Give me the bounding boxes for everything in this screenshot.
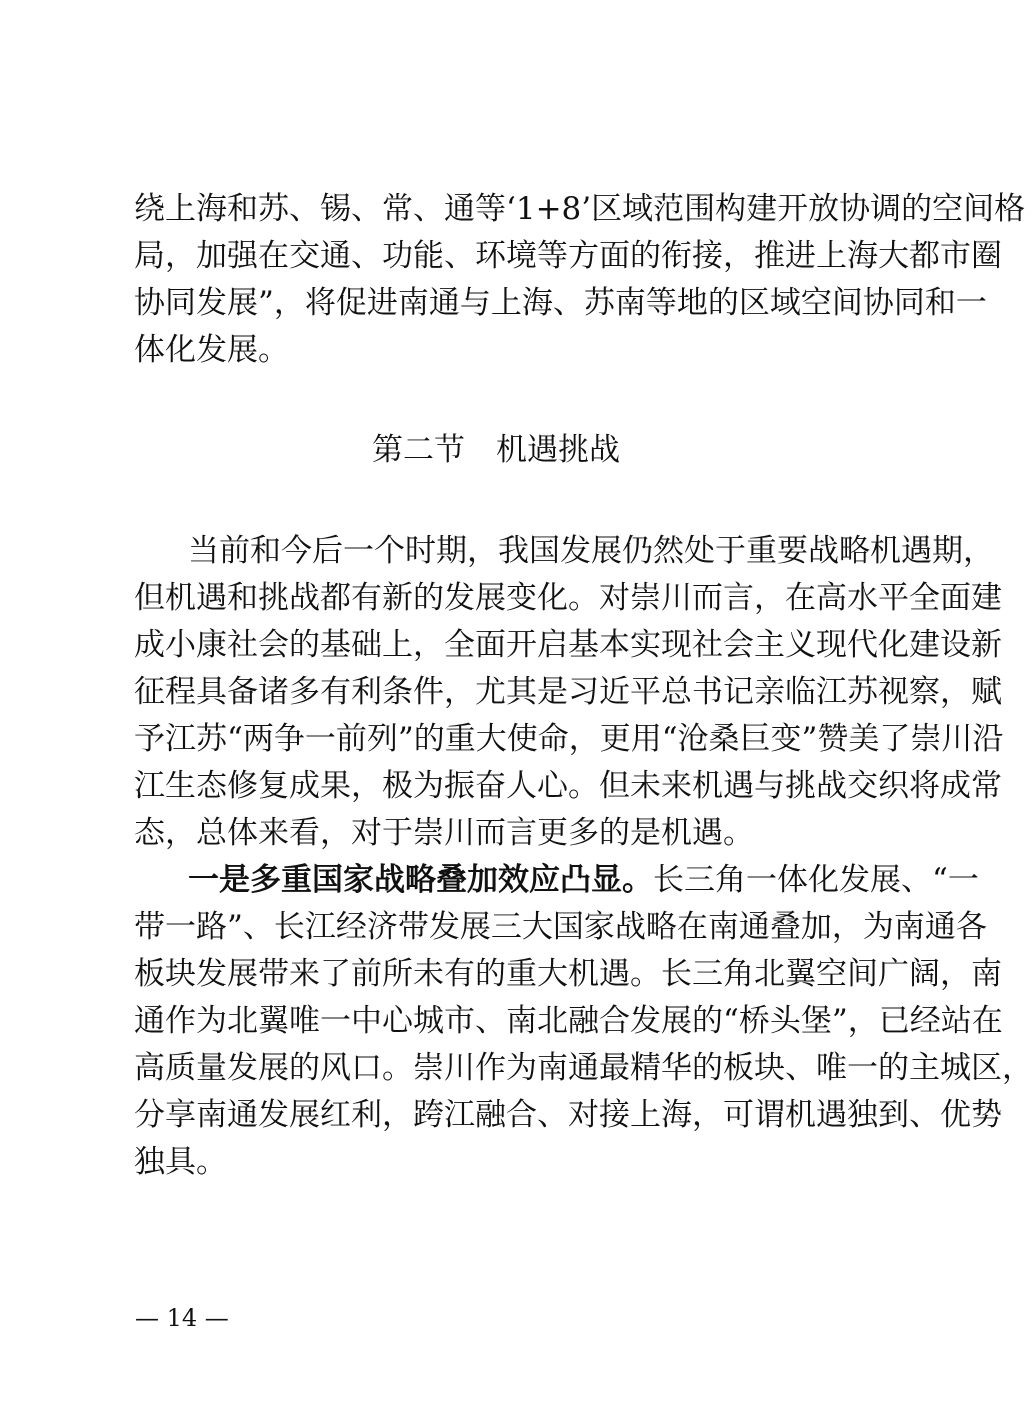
text-line: 带一路”、长江经济带发展三大国家战略在南通叠加，为南通各 — [134, 909, 987, 945]
page-number: — 14 — — [135, 1304, 229, 1332]
text-line: 独具。 — [134, 1144, 227, 1180]
text-line: 态，总体来看，对于崇川而言更多的是机遇。 — [134, 815, 754, 851]
text-line: 予江苏“两争一前列”的重大使命，更用“沧桑巨变”赞美了崇川沿 — [134, 721, 1004, 757]
text-span: 长三角一体化发展、“一 — [653, 862, 979, 898]
text-line: 板块发展带来了前所未有的重大机遇。长三角北翼空间广阔，南 — [134, 956, 1002, 992]
text-line — [188, 860, 979, 900]
text-line: 绕上海和苏、锡、常、通等‘1+8’区域范围构建开放协调的空间格 — [134, 191, 1026, 227]
text-line: 成小康社会的基础上，全面开启基本实现社会主义现代化建设新 — [134, 627, 1002, 663]
text-line: 体化发展。 — [134, 332, 289, 368]
paragraph-heading: 一是多重国家战略叠加效应凸显。 — [188, 862, 653, 898]
text-line: 当前和今后一个时期，我国发展仍然处于重要战略机遇期， — [188, 533, 994, 569]
text-line: 局，加强在交通、功能、环境等方面的衔接，推进上海大都市圈 — [134, 238, 1002, 274]
text-line: 分享南通发展红利，跨江融合、对接上海，可谓机遇独到、优势 — [134, 1097, 1002, 1133]
text-line: 但机遇和挑战都有新的发展变化。对崇川而言，在高水平全面建 — [134, 580, 1002, 616]
text-line: 江生态修复成果，极为振奋人心。但未来机遇与挑战交织将成常 — [134, 768, 1002, 804]
text-line: 通作为北翼唯一中心城市、南北融合发展的“桥头堡”，已经站在 — [134, 1003, 1003, 1039]
text-line: 协同发展”，将促进南通与上海、苏南等地的区域空间协同和一 — [134, 285, 987, 321]
section-title: 第二节 机遇挑战 — [372, 432, 620, 468]
text-line: 征程具备诸多有利条件，尤其是习近平总书记亲临江苏视察，赋 — [134, 674, 1002, 710]
text-line: 高质量发展的风口。崇川作为南通最精华的板块、唯一的主城区， — [134, 1050, 1033, 1086]
